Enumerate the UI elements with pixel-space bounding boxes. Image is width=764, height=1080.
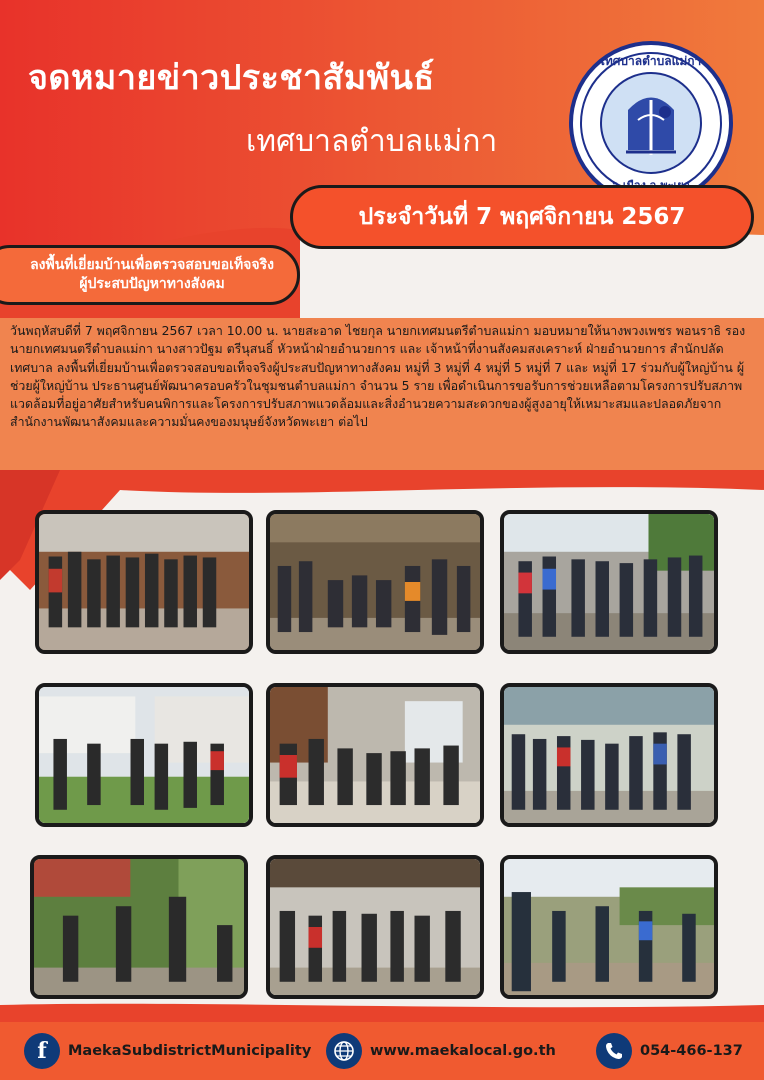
event-photo: [35, 683, 253, 827]
news-body: [0, 318, 764, 470]
event-photo: [500, 855, 718, 999]
date-banner: [290, 185, 754, 249]
logo-ring-text-top: เทศบาลตำบลแม่กา: [600, 54, 702, 68]
event-photo: [35, 510, 253, 654]
newsletter-title: จดหมายข่าวประชาสัมพันธ์: [28, 58, 435, 98]
phone-number: 054-466-137: [640, 1043, 743, 1059]
event-photo: [266, 855, 484, 999]
phone-link[interactable]: [596, 1033, 743, 1069]
headline-line-1: ลงพื้นที่เยี่ยมบ้านเพื่อตรวจสอบขอเท็จจริง: [30, 257, 274, 274]
event-photo: [266, 683, 484, 827]
website-url: www.maekalocal.go.th: [370, 1043, 556, 1059]
news-paragraph: วันพฤหัสบดีที่ 7 พฤศจิกายน 2567 เวลา 10.00 น. นายสะอาด ไชยกุล นายกเทศมนตรีตำบลแม่กา มอบหมายให้นางพวงเพชร พอนราธิ รองนายกเทศมนตรีตำบลแม่กา นางสาวปัฐม ตรีนุสนธิ์ หัวหน้าฝ่ายอำนวยการ และ เจ้าหน้าที่งานสังคมสงเคราะห์ ฝ่ายอำนวยการ สำนักปลัดเทศบาล ลงพื้นที่เยี่ยมบ้านเพื่อตรวจสอบขอเท็จจริงผู้ประสบปัญหาทางสังคม หมู่ที่ 3 หมู่ที่ 4 หมู่ที่ 5 หมู่ที่ 7 และ หมู่ที่ 17 ร่วมกับผู้ใหญ่บ้าน ผู้ช่วยผู้ใหญ่บ้าน ประธานศูนย์พัฒนาครอบครัวในชุมชนตำบลแม่กา จำนวน 5 ราย เพื่อดำเนินการขอรับการช่วยเหลือตามโครงการปรับสภาพแวดล้อมที่อยู่อาศัยสำหรับคนพิการและโครงการปรับสภาพแวดล้อมและสิ่งอำนวยความสะดวกของผู้สูงอายุให้เหมาะสมและปลอดภัยจากสำนักงานพัฒนาสังคมและความมั่นคงของมนุษย์จังหวัดพะเยา ต่อไป: [10, 323, 746, 430]
globe-icon: [326, 1033, 362, 1069]
facebook-icon: f: [24, 1033, 60, 1069]
headline-line-2: ผู้ประสบปัญหาทางสังคม: [79, 276, 225, 292]
event-photo: [266, 510, 484, 654]
event-photo: [500, 510, 718, 654]
municipality-name: เทศบาลตำบลแม่กา: [246, 124, 498, 159]
headline-banner: [0, 245, 300, 305]
event-photo: [500, 683, 718, 827]
event-photo: [30, 855, 248, 999]
phone-icon: [596, 1033, 632, 1069]
website-link[interactable]: [326, 1033, 556, 1069]
facebook-page-name: MaekaSubdistrictMunicipality: [68, 1043, 312, 1059]
date-text: ประจำวันที่ 7 พฤศจิกายน 2567: [358, 204, 686, 230]
facebook-link[interactable]: [24, 1033, 311, 1069]
footer-bar: [0, 1022, 764, 1080]
